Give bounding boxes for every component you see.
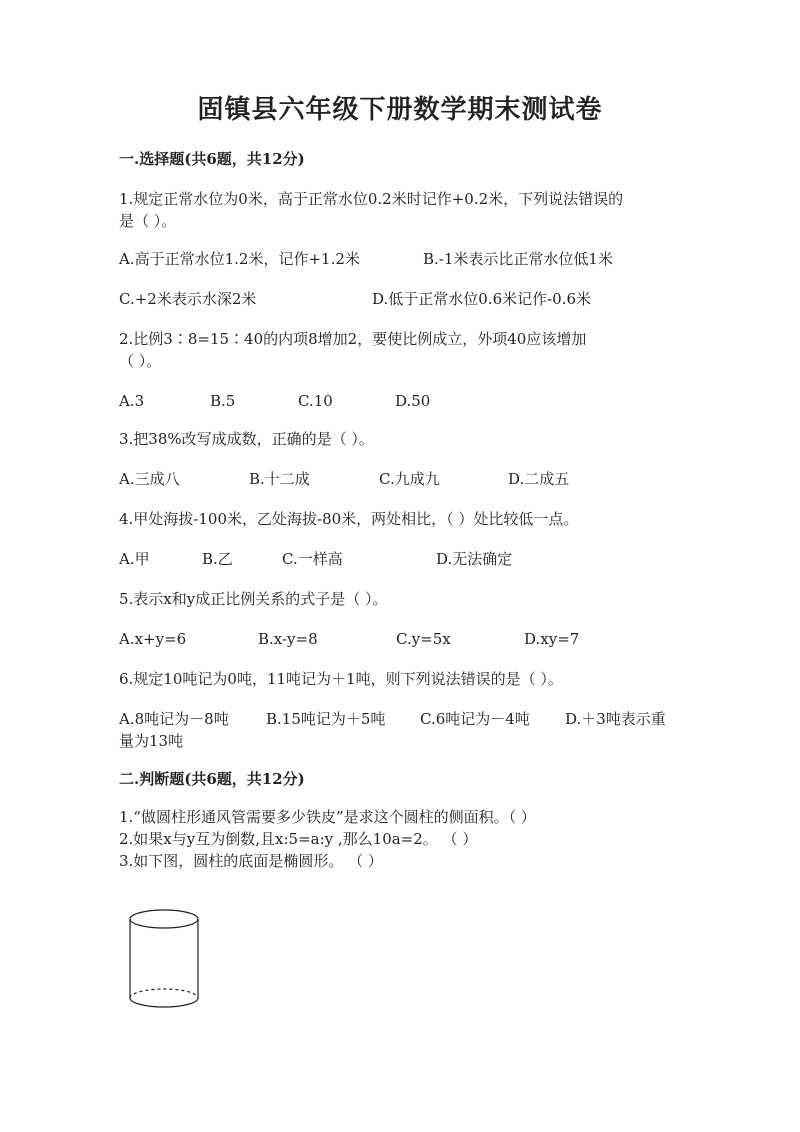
question-4-option-a: A.甲 xyxy=(119,550,150,568)
question-1-option-c: C.+2米表示水深2米 xyxy=(119,290,257,308)
question-2-stem: 2.比例3∶8=15∶40的内项8增加2，要使比例成立，外项40应该增加 xyxy=(119,330,587,348)
question-4-option-d: D.无法确定 xyxy=(436,550,513,568)
question-3-option-b: B.十二成 xyxy=(249,470,310,488)
question-3-stem: 3.把38%改写成成数，正确的是（ ）。 xyxy=(119,430,374,448)
question-2-option-b: B.5 xyxy=(210,392,236,410)
question-1-stem-cont: 是（ ）。 xyxy=(119,212,177,230)
section-heading-choice: 一.选择题(共6题，共12分) xyxy=(119,150,305,168)
section-heading-judge: 二.判断题(共6题，共12分) xyxy=(119,770,305,788)
question-2-option-c: C.10 xyxy=(298,392,333,410)
question-4-stem: 4.甲处海拔-100米，乙处海拔-80米，两处相比，（ ）处比较低一点。 xyxy=(119,510,579,528)
question-5-option-c: C.y=5x xyxy=(396,630,451,648)
cylinder-bottom-back-dashed xyxy=(130,989,198,998)
question-3-option-d: D.二成五 xyxy=(508,470,570,488)
question-6-option-d-cont: 量为13吨 xyxy=(119,732,184,750)
exam-title: 固镇县六年级下册数学期末测试卷 xyxy=(197,95,603,125)
question-3-option-a: A.三成八 xyxy=(119,470,180,488)
question-5-option-a: A.x+y=6 xyxy=(119,630,187,648)
question-5-stem: 5.表示x和y成正比例关系的式子是（ ）。 xyxy=(119,590,388,608)
question-5-option-d: D.xy=7 xyxy=(524,630,580,648)
question-1-option-a: A.高于正常水位1.2米，记作+1.2米 xyxy=(119,250,360,268)
question-2-option-a: A.3 xyxy=(119,392,145,410)
question-6-option-c: C.6吨记为－4吨 xyxy=(420,710,530,728)
question-3-option-c: C.九成九 xyxy=(379,470,440,488)
judge-question-1: 1.“做圆柱形通风管需要多少铁皮”是求这个圆柱的侧面积。（ ） xyxy=(119,808,536,826)
judge-question-3: 3.如下图，圆柱的底面是椭圆形。 （ ） xyxy=(119,852,383,870)
question-2-stem-cont: （ ）。 xyxy=(119,352,162,370)
question-6-option-d: D.＋3吨表示重 xyxy=(565,710,666,728)
cylinder-top-ellipse xyxy=(130,910,198,928)
question-5-option-b: B.x-y=8 xyxy=(258,630,318,648)
question-1-option-b: B.-1米表示比正常水位低1米 xyxy=(423,250,613,268)
question-4-option-c: C.一样高 xyxy=(282,550,343,568)
question-4-option-b: B.乙 xyxy=(202,550,233,568)
judge-question-2: 2.如果x与y互为倒数,且x:5=a:y ,那么10a=2。 （ ） xyxy=(119,830,478,848)
question-1-stem: 1.规定正常水位为0米，高于正常水位0.2米时记作+0.2米，下列说法错误的 xyxy=(119,190,624,208)
question-1-option-d: D.低于正常水位0.6米记作-0.6米 xyxy=(372,290,592,308)
question-6-option-a: A.8吨记为－8吨 xyxy=(119,710,229,728)
cylinder-bottom-front xyxy=(130,998,198,1007)
question-2-option-d: D.50 xyxy=(395,392,431,410)
cylinder-figure xyxy=(120,905,210,1015)
question-6-stem: 6.规定10吨记为0吨，11吨记为＋1吨，则下列说法错误的是（ ）。 xyxy=(119,670,563,688)
question-6-option-b: B.15吨记为＋5吨 xyxy=(266,710,386,728)
